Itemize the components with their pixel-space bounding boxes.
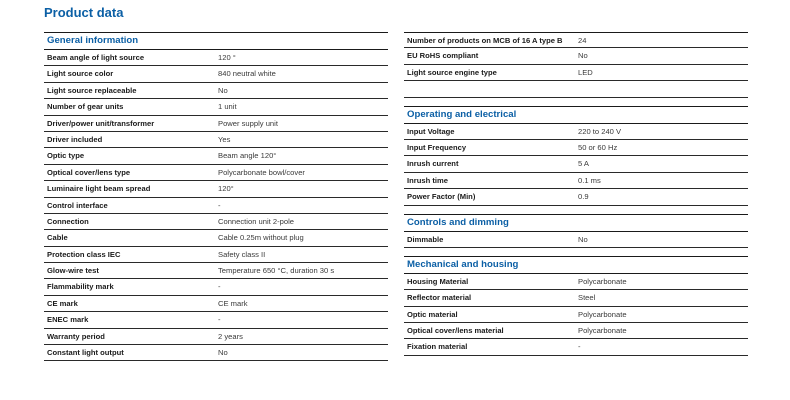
spec-value: 1 unit	[218, 102, 237, 112]
spec-row	[44, 345, 388, 361]
spec-label: Light source replaceable	[47, 85, 137, 95]
spec-label: Optic material	[407, 309, 458, 319]
spec-row	[44, 247, 388, 263]
general-information-section	[44, 32, 388, 361]
spec-label: Optical cover/lens material	[407, 326, 504, 336]
spec-label: Driver included	[47, 134, 103, 144]
spec-value: Polycarbonate	[578, 326, 627, 336]
right-column	[404, 32, 748, 356]
spec-value: 24	[578, 36, 587, 45]
spec-row	[404, 307, 748, 323]
spec-row	[44, 50, 388, 66]
page-title: Product data	[44, 5, 124, 20]
spec-label: Reflector material	[407, 293, 472, 303]
spec-row	[404, 173, 748, 189]
spec-label: Driver/power unit/transformer	[47, 118, 155, 128]
spec-label: Flammability mark	[47, 282, 114, 292]
spec-label: Cable	[47, 233, 68, 243]
spec-label: Dimmable	[407, 234, 444, 244]
spec-row	[44, 214, 388, 230]
spec-value: No	[578, 234, 588, 244]
spec-value: Connection unit 2-pole	[218, 216, 294, 226]
spec-row	[44, 116, 388, 132]
spec-label: Connection	[47, 216, 89, 226]
spec-value: 120°	[218, 184, 234, 194]
spec-label: Constant light output	[47, 348, 124, 358]
spec-row	[44, 296, 388, 312]
spec-value: Safety class II	[218, 249, 266, 259]
spec-value: Polycarbonate	[578, 309, 627, 319]
spec-label: Warranty period	[47, 331, 105, 341]
spec-row	[404, 48, 748, 64]
spec-row	[404, 156, 748, 172]
spec-row	[404, 140, 748, 156]
spec-row	[404, 189, 748, 205]
spec-label: Inrush current	[407, 159, 459, 169]
spec-row	[404, 232, 748, 248]
spec-label: Power Factor (Min)	[407, 192, 476, 202]
spec-value: Polycarbonate	[578, 276, 627, 286]
spec-label: Control interface	[47, 200, 108, 210]
spec-value: 0.9	[578, 192, 589, 202]
spec-row	[44, 132, 388, 148]
spec-label: Light source engine type	[407, 67, 497, 77]
spec-value: CE mark	[218, 298, 248, 308]
spec-value: -	[218, 282, 221, 292]
spec-value: -	[218, 200, 221, 210]
spec-row	[44, 279, 388, 295]
misc-section	[404, 32, 748, 98]
spec-value: LED	[578, 67, 593, 77]
spacer-row	[404, 81, 748, 97]
spec-row	[44, 66, 388, 82]
mechanical-housing-section	[404, 256, 748, 356]
controls-dimming-section	[404, 214, 748, 248]
spec-value: Power supply unit	[218, 118, 278, 128]
spec-label: Optical cover/lens type	[47, 167, 131, 177]
spec-row	[404, 65, 748, 81]
spec-label: Luminaire light beam spread	[47, 184, 151, 194]
spec-row	[44, 181, 388, 197]
operating-electrical-section	[404, 106, 748, 206]
spec-value: 50 or 60 Hz	[578, 142, 618, 152]
left-column	[44, 32, 388, 361]
spec-row	[44, 83, 388, 99]
spec-label: Input Frequency	[407, 142, 467, 152]
spec-label: Optic type	[47, 151, 85, 161]
spec-row	[44, 312, 388, 328]
spec-label: Beam angle of light source	[47, 53, 145, 62]
spec-row	[404, 32, 748, 48]
spec-label: Light source color	[47, 69, 114, 79]
spec-row	[44, 148, 388, 164]
spec-value: 840 neutral white	[218, 69, 276, 79]
spec-label: Housing Material	[407, 276, 469, 286]
section-title: Operating and electrical	[404, 106, 748, 124]
spec-row	[44, 99, 388, 115]
spec-value: No	[218, 85, 228, 95]
spec-value: 2 years	[218, 331, 243, 341]
spec-value: Temperature 650 °C, duration 30 s	[218, 266, 335, 276]
spec-row	[404, 339, 748, 355]
section-title: Controls and dimming	[404, 214, 748, 232]
spec-value: No	[578, 51, 588, 61]
spec-value: Yes	[218, 134, 231, 144]
spec-value: Steel	[578, 293, 596, 303]
spec-value: 120 °	[218, 53, 236, 62]
spec-value: 220 to 240 V	[578, 126, 622, 136]
spec-label: Number of products on MCB of 16 A type B	[407, 36, 563, 45]
spec-value: Cable 0.25m without plug	[218, 233, 304, 243]
spec-row	[44, 263, 388, 279]
spec-row	[404, 290, 748, 306]
spec-label: ENEC mark	[47, 315, 89, 325]
spec-row	[44, 165, 388, 181]
spec-label: Fixation material	[407, 342, 468, 352]
spec-row	[44, 198, 388, 214]
spec-label: Input Voltage	[407, 126, 455, 136]
spec-label: Number of gear units	[47, 102, 124, 112]
spec-row	[404, 124, 748, 140]
spec-label: Protection class IEC	[47, 249, 121, 259]
spec-value: Beam angle 120°	[218, 151, 277, 161]
spec-row	[404, 323, 748, 339]
spec-row	[404, 274, 748, 290]
spec-label: CE mark	[47, 298, 78, 308]
spec-value: Polycarbonate bowl/cover	[218, 167, 305, 177]
spec-label: Inrush time	[407, 175, 448, 185]
spec-value: -	[218, 315, 221, 325]
spec-row	[44, 329, 388, 345]
spec-value: -	[578, 342, 581, 352]
spec-value: 5 A	[578, 159, 589, 169]
section-title: Mechanical and housing	[404, 256, 748, 274]
spec-label: EU RoHS compliant	[407, 51, 479, 61]
section-title: General information	[44, 32, 388, 50]
spec-row	[44, 230, 388, 246]
spec-value: 0.1 ms	[578, 175, 601, 185]
spec-label: Glow-wire test	[47, 266, 99, 276]
spec-value: No	[218, 348, 228, 358]
